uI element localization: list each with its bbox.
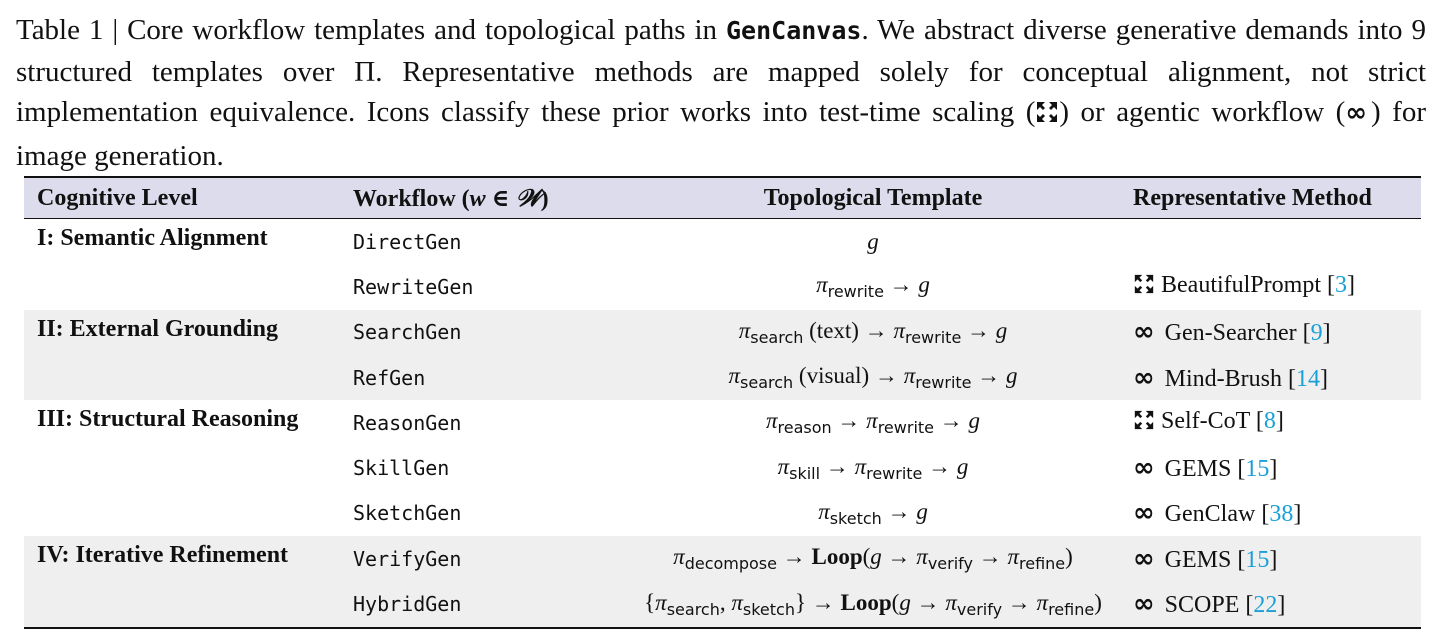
system-name: GenCanvas — [725, 16, 862, 45]
citation-link[interactable]: 22 — [1253, 592, 1278, 619]
workflow-cell: RewriteGen — [353, 274, 474, 299]
template-cell: $\pi_{search}$ (text) → $\pi_{rewrite} \to g$ — [626, 310, 1120, 355]
table-row — [24, 400, 1421, 445]
template-cell: $\pi_{skill} \to \pi_{rewrite} \to g$ — [777, 453, 969, 483]
citation-link[interactable]: 3 — [1334, 271, 1347, 298]
agentic-workflow-icon: ∞ — [1133, 317, 1155, 348]
agentic-workflow-icon: ∞ — [1133, 543, 1155, 574]
agentic-workflow-icon: ∞ — [1345, 98, 1368, 128]
level-cell: I: Semantic Alignment — [37, 225, 268, 251]
header-representative-method: Representative Method — [1133, 184, 1372, 211]
workflow-cell: SkillGen — [353, 456, 450, 481]
table-caption — [16, 10, 1426, 176]
template-cell: $\pi_{decompose}$ → Loop(g → $\pi_{verify} \to \pi_{refine}$) — [626, 536, 1120, 581]
level-cell — [24, 355, 340, 400]
workflow-cell: HybridGen — [340, 581, 626, 627]
method-cell: ∞ GenClaw [38] — [1133, 498, 1302, 529]
method-cell: ∞ Mind-Brush [14] — [1120, 355, 1421, 400]
agentic-workflow-icon: ∞ — [1133, 362, 1155, 393]
template-cell: $\pi_{rewrite} \to g$ — [816, 272, 930, 302]
method-cell: ∞ GEMS [15] — [1120, 536, 1421, 581]
workflow-cell: SketchGen — [353, 501, 462, 526]
method-cell: Self-CoT [8] — [1120, 400, 1421, 445]
header-topological-template: Topological Template — [763, 184, 983, 211]
citation-link[interactable]: 8 — [1263, 407, 1276, 434]
workflow-cell: ReasonGen — [353, 410, 462, 435]
header-cognitive-level: Cognitive Level — [37, 184, 198, 211]
table-row — [24, 581, 1421, 627]
citation-link[interactable]: 15 — [1245, 546, 1270, 573]
method-cell: ∞ SCOPE [22] — [1120, 581, 1421, 627]
template-cell: $\pi_{search}$ (visual) → $\pi_{rewrite} \to g$ — [626, 355, 1120, 400]
table-row — [24, 355, 1421, 400]
table-row — [24, 536, 1421, 581]
table-row — [24, 264, 1421, 309]
caption-text-1: . We abstract diverse generative demands into 9 structured templates over Π. Representative methods are mapped solely for conceptual alignment, not strict implementation equivalence. Icons classify these prior works into test-time scaling ( — [16, 14, 1426, 128]
method-cell — [1120, 219, 1421, 265]
method-cell: ∞ Gen-Searcher [9] — [1120, 310, 1421, 355]
level-cell: IV: Iterative Refinement — [24, 536, 340, 581]
level-cell — [24, 445, 340, 490]
workflow-cell: DirectGen — [353, 229, 462, 254]
agentic-workflow-icon: ∞ — [1133, 498, 1155, 529]
test-time-scaling-icon — [1035, 95, 1059, 136]
caption-prefix: Table 1 | Core workflow templates and topological paths in — [16, 14, 726, 46]
level-cell: III: Structural Reasoning — [37, 406, 299, 433]
workflow-cell: RefGen — [340, 355, 626, 400]
workflow-cell: VerifyGen — [340, 536, 626, 581]
agentic-workflow-icon: ∞ — [1133, 589, 1155, 620]
table-row — [24, 491, 1421, 536]
workflow-table — [24, 176, 1421, 629]
level-cell — [24, 491, 340, 536]
table-header-row — [24, 177, 1421, 219]
workflow-cell: SearchGen — [340, 310, 626, 355]
test-time-scaling-icon — [1133, 409, 1155, 438]
citation-link[interactable]: 15 — [1245, 456, 1270, 483]
citation-link[interactable]: 14 — [1296, 365, 1321, 392]
agentic-workflow-icon: ∞ — [1133, 453, 1155, 484]
header-workflow: Workflow (w ∈ 𝒲) — [353, 186, 549, 212]
caption-text-3: ) for image generation. — [16, 96, 1426, 172]
test-time-scaling-icon — [1133, 273, 1155, 302]
template-cell: $\pi_{sketch} \to g$ — [818, 498, 928, 528]
method-cell: ∞ GEMS [15] — [1133, 453, 1278, 484]
caption-text-2: ) or agentic workflow ( — [1059, 96, 1346, 128]
level-cell — [24, 581, 340, 627]
citation-link[interactable]: 38 — [1269, 501, 1294, 528]
level-cell: II: External Grounding — [24, 310, 340, 355]
level-cell — [24, 264, 340, 309]
table-row — [24, 445, 1421, 490]
table-row — [24, 310, 1421, 355]
template-cell: {$\pi_{search}$, $\pi_{sketch}$} → Loop(g → $\pi_{verify} \to \pi_{refine}$) — [626, 581, 1120, 627]
template-cell: g — [867, 228, 879, 254]
table-row — [24, 219, 1421, 265]
method-cell: BeautifulPrompt [3] — [1120, 264, 1421, 309]
template-cell: $\pi_{reason} \to \pi_{rewrite} \to g$ — [766, 408, 980, 438]
citation-link[interactable]: 9 — [1310, 320, 1323, 347]
